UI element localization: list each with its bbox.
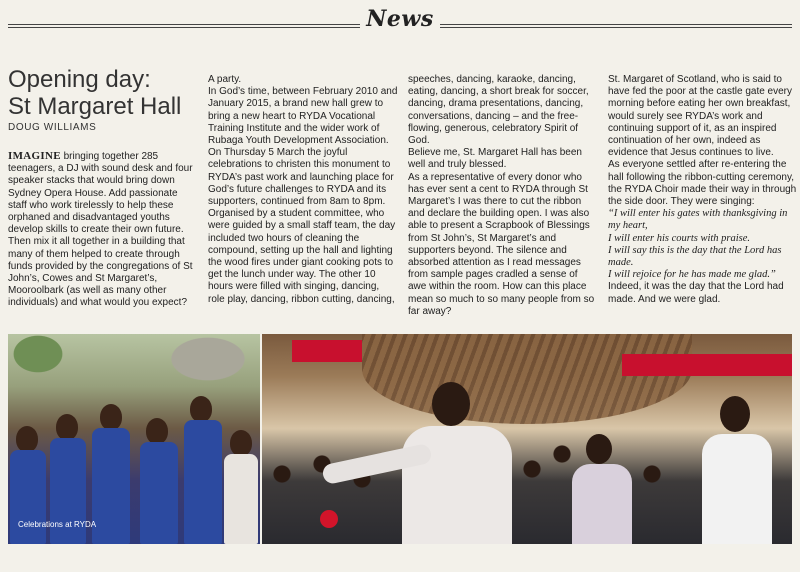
column-4-paragraph-2: As everyone settled after re-entering the hall following the ribbon-cutting ceremony, the RYDA Choir made their way in through the side door. They were singing: [608,159,797,208]
red-banner [292,340,362,362]
student-head [56,414,78,440]
article-byline: DOUG WILLIAMS [8,122,97,133]
guest-shirt [702,434,772,544]
hymn-line-4: I will rejoice for he has made me glad.” [608,269,776,281]
hymn-line-1: “I will enter his gates with thanksgiving in my heart, [608,208,788,232]
student-uniform [224,454,258,544]
student-uniform [92,428,130,544]
column-2-paragraph-2: In God’s time, between February 2010 and January 2015, a brand new hall grew to bring a new heart to RYDA Vocational Training Institute and the wider work of Rubaga Youth Development Association. On Thursday 5 March the joyful celebrations to christen this monument to RYDA’s past work and launching place for God’s future challenges to RYDA and its supporters, continued from 8am to 8pm. Organised by a student committee, who were guided by a small staff team, the day included two hours of cleaning the compound, setting up the hall and lighting the wood fires under giant cooking pots to get the lunch under way. The other 10 hours were filled with singing, dancing, role play, dancing, ribbon cutting, dancing, [208,86,398,305]
student-uniform [184,420,222,544]
student-uniform [140,442,178,544]
column-1-paragraph-1-text: bringing together 285 teenagers, a DJ with sound desk and four speaker stacks that would bring down Sydney Opera House. Add passionate staff who work tirelessly to help these orphaned and disadvantaged youths develop skills to create their own future. [8,151,193,236]
article-column-4 [608,74,798,306]
column-4-paragraph-1: St. Margaret of Scotland, who is said to have fed the poor at the castle gate every morning before eating her own breakfast, would surely see RYDA’s work and continuing support of it, as an inspired continuation of her own, indeed as evidence that Jesus continues to live. [608,74,793,159]
guest-shirt [572,464,632,544]
photo-caption: Celebrations at RYDA [18,520,97,529]
dancer-head [432,382,470,426]
column-3-paragraph-2: Believe me, St. Margaret Hall has been well and truly blessed. [408,147,582,171]
guest-head [720,396,750,432]
student-head [190,396,212,422]
column-3-paragraph-3: As a representative of every donor who has ever sent a cent to RYDA through St Margaret’s I was there to cut the ribbon and declare the building open. I was also able to present a Scrapbook of Blessings from St John’s, St Margaret’s and supporters beyond. The silence and absorbed attention as I read messages from sample pages cradled a sense of awe within the room. How can this place mean so much to so many people from so far away? [408,171,595,317]
article-title-line2: St Margaret Hall [8,93,182,120]
column-1-paragraph-2: Then mix it all together in a building that many of them helped to create through funds provided by the congregations of St John’s, Cowes and St Margaret’s, Mooroolbark (as well as many other individuals) and what would you expect? [8,236,193,309]
student-head [16,426,38,452]
student-uniform [10,450,46,544]
section-masthead: News [360,4,440,34]
student-head [146,418,168,444]
column-2-paragraph-1: A party. [208,74,242,85]
article-title [8,66,203,120]
dancer-shirt [402,426,512,544]
article-column-3 [408,74,598,318]
hymn-line-3: I will say this is the day that the Lord has made. [608,244,782,269]
student-head [100,404,122,430]
student-head [230,430,252,456]
column-1-paragraph-1 [8,150,198,236]
column-3-paragraph-1: speeches, dancing, karaoke, dancing, eating, dancing, a short break for soccer, dancing, drama presentations, dancing, conversations, dancing – and the free-flowing, generous, celebratory Spirit of God. [408,74,589,147]
photo-students-in-uniform [8,334,260,544]
hymn-line-2: I will enter his courts with praise. [608,232,751,244]
article-title-line1: Opening day: [8,66,151,93]
lead-word: IMAGINE [8,150,61,162]
red-banner [622,354,792,376]
column-4-paragraph-3: Indeed, it was the day that the Lord had made. And we were glad. [608,281,784,305]
guest-head [586,434,612,464]
photo-hall-celebration [262,334,792,544]
hall-roof [362,334,692,424]
article-column-2 [208,74,398,306]
article-column-1 [8,150,198,310]
red-ball [320,510,338,528]
photo-strip [8,334,792,544]
